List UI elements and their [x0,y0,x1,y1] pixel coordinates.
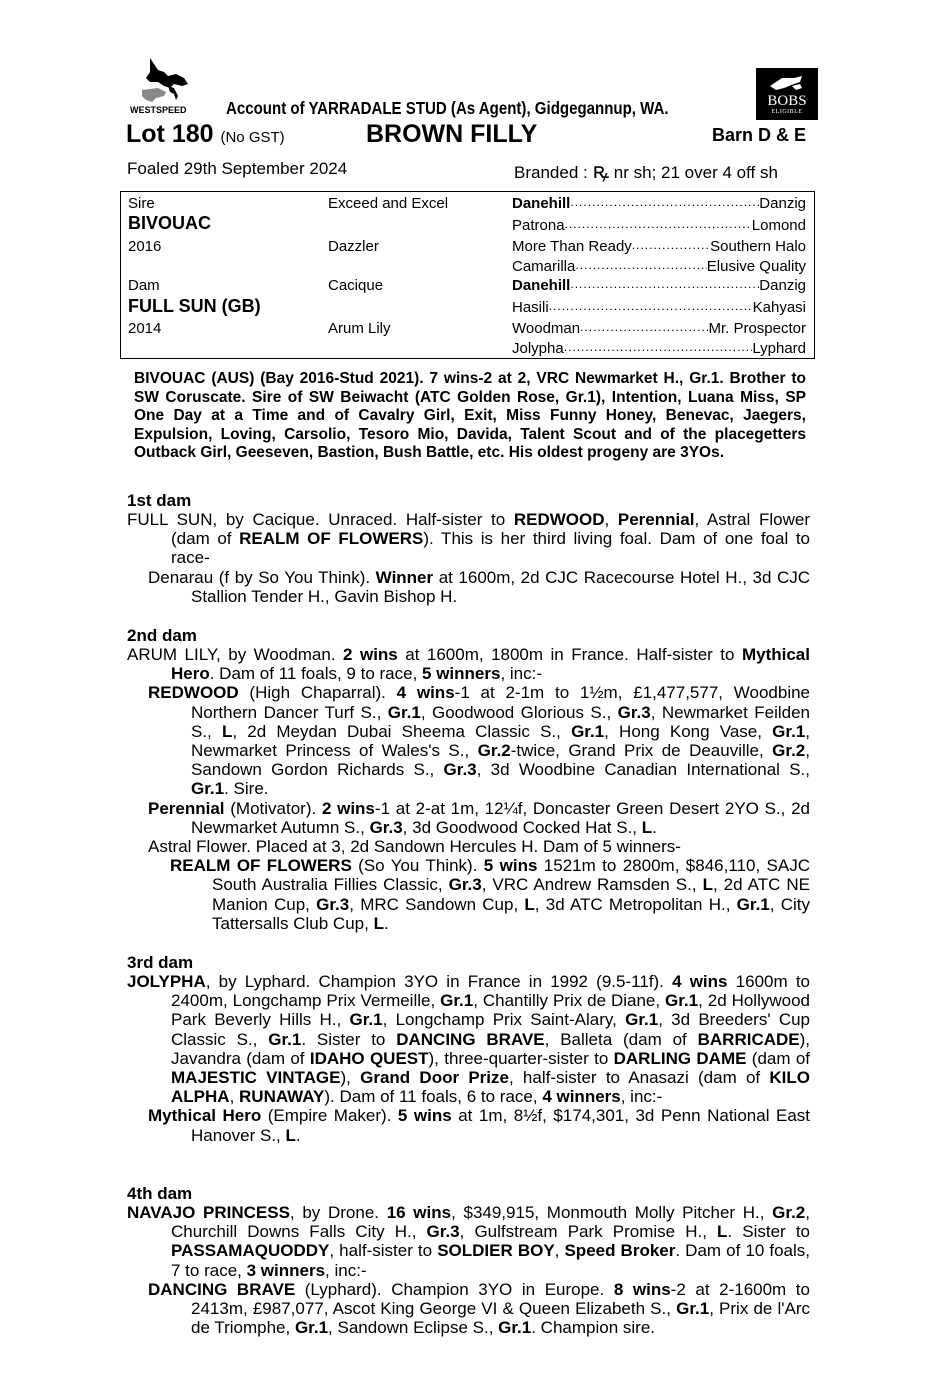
vendor-account: Account of YARRADALE STUD (As Agent), Gidgegannup, WA. [226,98,669,118]
dam-section-3 [127,953,810,1145]
dam-section-2 [127,626,810,933]
section-heading: 1st dam [127,491,192,510]
pedigree-paragraph: Mythical Hero (Empire Maker). 5 wins at 1m, 8½f, $174,301, 3d Penn National East Hanover S., L. [148,1106,810,1145]
ancestor-row: Jolypha ..... Lyphard [512,340,806,357]
ancestor-row: More Than Ready ..... Southern Halo [512,238,806,255]
section-heading: 4th dam [127,1184,193,1203]
horse-description: BROWN FILLY [366,120,538,148]
section-body [127,1203,810,1337]
westspeed-logo [128,56,200,116]
pedigree-paragraph: Perennial (Motivator). 2 wins-1 at 2-at 1m, 12¼f, Doncaster Green Desert 2YO S., 2d Newmarket Autumn S., Gr.3, 3d Goodwood Cocked Hat S., L. [148,798,811,837]
section-body [127,645,810,933]
section-body [127,972,810,1145]
lot-line [126,120,810,152]
ancestor-row: Danehill ..... Danzig [512,277,806,294]
pedigree-paragraph: REDWOOD (High Chaparral). 4 wins-1 at 2-1m to 1½m, £1,477,577, Woodbine Northern Dancer Turf S., Gr.1, Goodwood Glorious S., Gr.3, Newmarket Feilden S., L, 2d Meydan Dubai Sheema Classic S., Gr.1, Hong Kong Vase, Gr.1, Newmarket Princess of Wales's S., Gr.2-twice, Grand Prix de Deauville, Gr.2, Sandown Gordon Richards S., Gr.3, 3d Woodbine Canadian International S., Gr.1. Sire. [148,683,811,799]
ancestor-row: Woodman ..... Mr. Prospector [512,320,806,337]
sire-name: BIVOUAC [128,213,212,233]
section-heading: 3rd dam [127,953,194,972]
pedigree-paragraph: DANCING BRAVE (Lyphard). Champion 3YO in Europe. 8 wins-2 at 2-1600m to 2413m, £987,077, Ascot King George VI & Queen Elizabeth S., Gr.1, Prix de l'Arc de Triomphe, Gr.1, Sandown Eclipse S., Gr.1. Champion sire. [148,1279,811,1338]
pedigree-paragraph: FULL SUN, by Cacique. Unraced. Half-sister to REDWOOD, Perennial, Astral Flower (dam of REALM OF FLOWERS). This is her third living foal. Dam of one foal to race- [127,510,811,568]
section-body [127,510,810,606]
dam-section-1 [127,491,810,606]
lot-number: Lot 180 (No GST) [126,120,285,148]
barn-location: Barn D & E [711,125,806,145]
dam-year: 2014 [128,320,162,337]
sire-summary: BIVOUAC (AUS) (Bay 2016-Stud 2021). 7 wins-2 at 2, VRC Newmarket H., Gr.1. Brother to SW Coruscate. Sire of SW Beiwacht (ATC Golden Rose, Gr.1), Intention, Luana Miss, SP One Day at a Time and of Cavalry Girl, Exit, Miss Funny Honey, Benevac, Jaegers, Expulsion, Loving, Carsolio, Tesoro Mio, Davida, Talent Scout and of the placegetters Outback Girl, Geeseven, Bastion, Bush Battle, etc. His oldest progeny are 3YOs. [134,370,806,461]
dam-name: FULL SUN (GB) [128,296,261,316]
ancestor-row: Camarilla ..... Elusive Quality [512,258,806,275]
pedigree-paragraph: ARUM LILY, by Woodman. 2 wins at 1600m, 1800m in France. Half-sister to Mythical Hero. Dam of 11 foals, 9 to race, 5 winners, inc:- [127,645,810,684]
pedigree-table [120,191,815,359]
bobs-eligible-logo [756,68,818,120]
pedigree-paragraph: NAVAJO PRINCESS, by Drone. 16 wins, $349,915, Monmouth Molly Pitcher H., Gr.2, Churchill Downs Falls City H., Gr.3, Gulfstream Park Promise H., L. Sister to PASSAMAQUODDY, half-sister to SOLDIER BOY, Speed Broker. Dam of 10 foals, 7 to race, 3 winners, inc:- [127,1203,811,1280]
westspeed-wordmark: WESTSPEED [130,105,187,115]
bobs-eligible-label: ELIGIBLE [771,109,803,115]
ancestor-row: Danehill ..... Danzig [512,195,806,212]
dam-sire: Cacique [328,277,384,294]
pedigree-paragraph: Astral Flower. Placed at 3, 2d Sandown Hercules H. Dam of 5 winners- [148,837,681,857]
dam-dam: Arum Lily [328,320,391,337]
sire-label: Sire [128,195,155,212]
dam-label: Dam [128,277,160,294]
brand-info: Branded : ꝶ nr sh; 21 over 4 off sh [514,159,778,184]
sire-dam: Dazzler [328,238,379,255]
sire-sire: Exceed and Excel [328,195,449,212]
gst-note: (No GST) [220,129,285,146]
bobs-wordmark: BOBS [767,93,807,109]
ancestor-row: Patrona ..... Lomond [512,217,806,234]
sire-year: 2016 [128,238,162,255]
section-heading: 2nd dam [127,626,197,645]
pedigree-paragraph: JOLYPHA, by Lyphard. Champion 3YO in France in 1992 (9.5-11f). 4 wins 1600m to 2400m, Longchamp Prix Vermeille, Gr.1, Chantilly Prix de Diane, Gr.1, 2d Hollywood Park Beverly Hills H., Gr.1, Longchamp Prix Saint-Alary, Gr.1, 3d Breeders' Cup Classic S., Gr.1. Sister to DANCING BRAVE, Balleta (dam of BARRICADE), Javandra (dam of IDAHO QUEST), three-quarter-sister to DARLING DAME (dam of MAJESTIC VINTAGE), Grand Door Prize, half-sister to Anasazi (dam of KILO ALPHA, RUNAWAY). Dam of 11 foals, 6 to race, 4 winners, inc:- [127,972,811,1107]
foaled-date: Foaled 29th September 2024 [127,159,348,178]
pedigree-paragraph: REALM OF FLOWERS (So You Think). 5 wins 1521m to 2800m, $846,110, SAJC South Australia Fillies Classic, Gr.3, VRC Andrew Ramsden S., L, 2d ATC NE Manion Cup, Gr.3, MRC Sandown Cup, L, 3d ATC Metropolitan H., Gr.1, City Tattersalls Club Cup, L. [170,856,811,933]
pedigree-paragraph: Denarau (f by So You Think). Winner at 1600m, 2d CJC Racecourse Hotel H., 3d CJC Stallion Tender H., Gavin Bishop H. [148,567,811,606]
brand-mark-icon: ꝶ [592,159,610,184]
ancestor-row: Hasili ..... Kahyasi [512,299,806,316]
dam-section-4 [127,1184,810,1337]
